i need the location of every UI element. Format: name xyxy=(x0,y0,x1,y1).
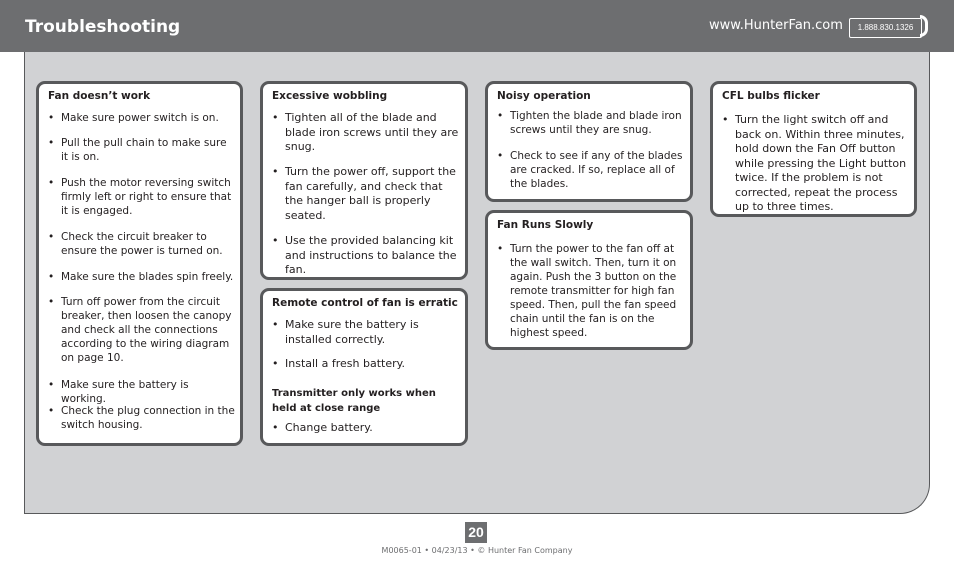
list-item: • Check the circuit breaker to ensure the power is turned on. xyxy=(48,231,223,257)
list-item: • Check to see if any of the blades are cracked. If so, replace all of the blades. xyxy=(497,150,683,190)
card-title: Noisy operation xyxy=(497,90,591,102)
list-item: • Turn the power to the fan off at the wall switch. Then, turn it on again. Push the 3 button on the remote transmitter for high fan speed. Then, pull the fan speed chain until the fan is on the highest speed. xyxy=(497,243,677,339)
list-item: • Make sure the blades spin freely. xyxy=(48,271,234,283)
list-item: • Use the provided balancing kit and instructions to balance the fan. xyxy=(272,234,457,276)
card-excessive-wobbling xyxy=(260,81,468,280)
card-remote-control xyxy=(260,288,468,446)
list-item: • Install a fresh battery. xyxy=(272,357,406,370)
list-item: • Tighten the blade and blade iron screws until they are snug. xyxy=(497,110,682,136)
list-item: • Check the plug connection in the switch housing. xyxy=(48,405,235,431)
card-title: CFL bulbs flicker xyxy=(722,90,820,102)
card-title: Fan Runs Slowly xyxy=(497,219,594,231)
list-item: • Change battery. xyxy=(272,421,373,434)
list-item: • Make sure the battery is working. xyxy=(48,379,189,405)
card-title: Remote control of fan is erratic xyxy=(272,297,458,309)
list-item: • Turn the light switch off and back on. Within three minutes, hold down the Fan Off button while pressing the Light button twice. If the problem is not corrected, repeat the process up to three times. xyxy=(722,113,907,213)
list-item: • Turn off power from the circuit breaker, then loosen the canopy and check all the connections according to the wiring diagram on page 10. xyxy=(48,296,232,364)
card-noisy-operation xyxy=(485,81,693,202)
card-fan-doesnt-work xyxy=(36,81,243,446)
card-subtitle: Transmitter only works when held at close range xyxy=(272,388,436,414)
list-item: • Make sure power switch is on. xyxy=(48,112,219,124)
phone-icon xyxy=(920,15,928,37)
card-title: Fan doesn’t work xyxy=(48,90,151,102)
page-number: 20 xyxy=(465,522,487,543)
website-link[interactable]: www.HunterFan.com xyxy=(709,18,843,33)
list-item: • Turn the power off, support the fan carefully, and check that the hanger ball is properly seated. xyxy=(272,165,456,222)
card-title: Excessive wobbling xyxy=(272,90,388,102)
header-bar xyxy=(0,0,954,52)
footer-text: M0065-01 • 04/23/13 • © Hunter Fan Company xyxy=(381,546,573,555)
list-item: • Pull the pull chain to make sure it is on. xyxy=(48,137,227,163)
list-item: • Tighten all of the blade and blade iron screws until they are snug. xyxy=(272,111,459,153)
phone-number: 1.888.830.1326 xyxy=(849,18,922,38)
card-fan-runs-slowly xyxy=(485,210,693,350)
list-item: • Make sure the battery is installed correctly. xyxy=(272,318,419,346)
list-item: • Push the motor reversing switch firmly left or right to ensure that it is engaged. xyxy=(48,177,232,217)
card-cfl-bulbs-flicker xyxy=(710,81,917,217)
page-title: Troubleshooting xyxy=(25,17,181,37)
